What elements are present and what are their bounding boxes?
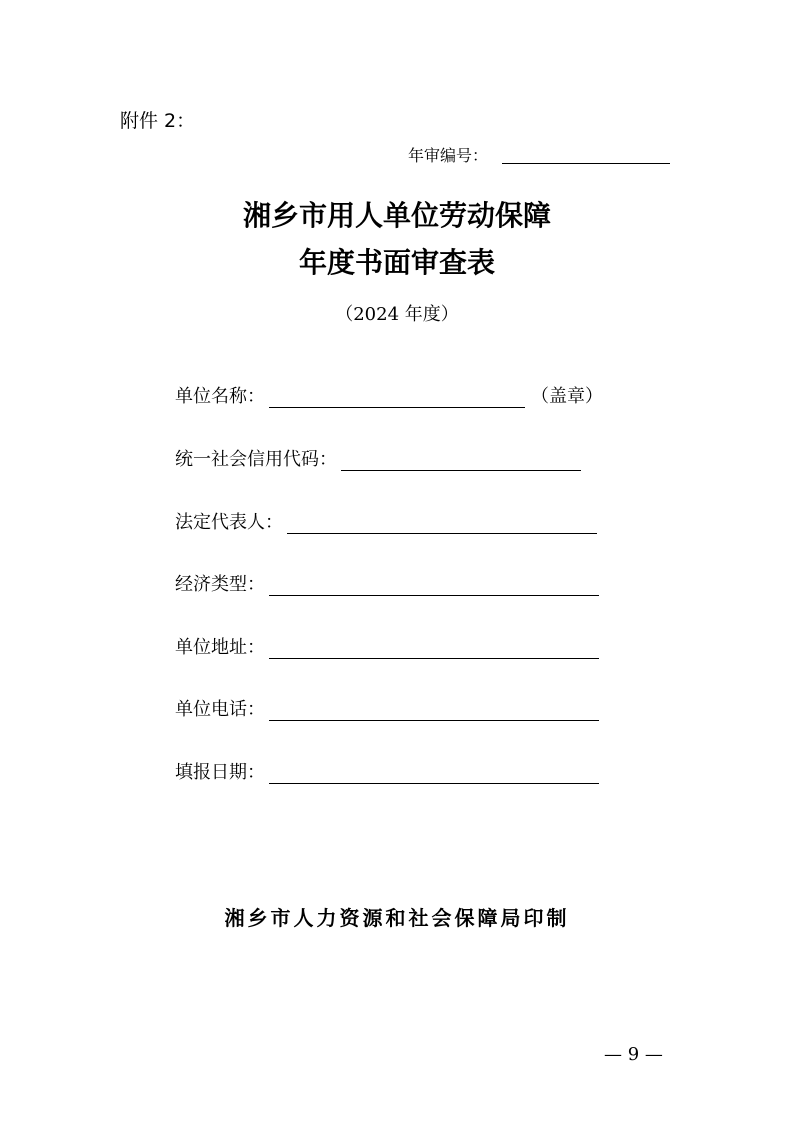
field-legal-rep [175, 508, 597, 534]
field-address [175, 633, 599, 659]
field-label: 法定代表人： [175, 512, 283, 533]
credit-code-blank[interactable] [341, 448, 581, 471]
field-credit-code [175, 445, 581, 471]
economic-type-blank[interactable] [269, 573, 599, 596]
field-unit-name [175, 382, 603, 408]
field-phone [175, 695, 599, 721]
date-blank[interactable] [269, 761, 599, 784]
year-note: （2024 年度） [335, 304, 459, 325]
field-label: 单位名称： [175, 386, 265, 407]
phone-blank[interactable] [269, 698, 599, 721]
review-number-label: 年审编号： [408, 146, 489, 165]
address-blank[interactable] [269, 636, 599, 659]
unit-name-blank[interactable] [269, 385, 525, 408]
legal-rep-blank[interactable] [287, 511, 597, 534]
review-number-blank[interactable] [502, 163, 670, 164]
issuer-footer: 湘乡市人力资源和社会保障局印制 [224, 906, 570, 930]
field-label: 单位地址： [175, 637, 265, 658]
seal-note: （盖章） [531, 386, 603, 407]
attachment-label: 附件 2： [120, 110, 196, 132]
field-label: 单位电话： [175, 699, 265, 720]
field-label: 经济类型： [175, 574, 265, 595]
field-date [175, 758, 599, 784]
field-economic-type [175, 570, 599, 596]
page-title-line2: 年度书面审查表 [298, 246, 495, 279]
field-label: 填报日期： [175, 762, 265, 783]
page-title-line1: 湘乡市用人单位劳动保障 [242, 199, 551, 232]
field-label: 统一社会信用代码： [175, 449, 337, 470]
page-number: — 9 — [604, 1044, 663, 1065]
